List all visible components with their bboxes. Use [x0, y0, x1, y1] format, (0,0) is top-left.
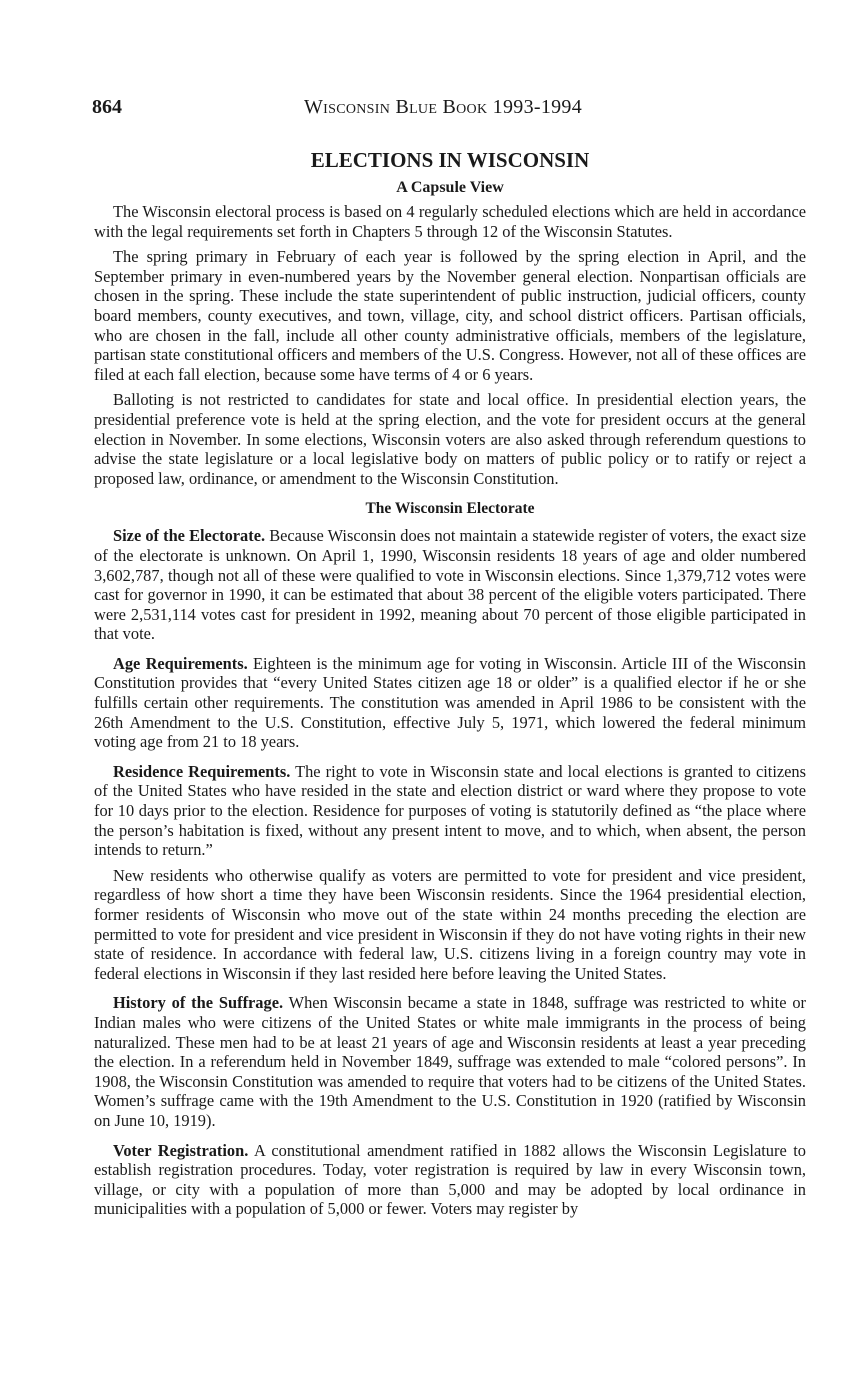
article-title: ELECTIONS IN WISCONSIN	[310, 148, 590, 172]
page-number: 864	[92, 96, 122, 118]
paragraph-body: Because Wisconsin does not maintain a statewide register of voters, the exact size of the electorate is unknown. On April 1, 1990, Wisconsin residents 18 years of age and older numbered 3,602,787, though not all of these were qualified to vote in Wisconsin elections. Since 1,379,712 votes were cast for governor in 1990, it can be estimated that about 38 percent of the eligible voters participated. There were 2,531,114 votes cast for president in 1992, meaning about 70 percent of those eligible participated in that vote.	[94, 526, 806, 644]
section-heading-electorate: The Wisconsin Electorate	[365, 500, 535, 518]
paragraph-size-of-electorate	[94, 526, 806, 644]
article-subtitle: A Capsule View	[396, 179, 504, 196]
intro-paragraph-1: The Wisconsin electoral process is based on 4 regularly scheduled elections which are held in accordance with the legal requirements set forth in Chapters 5 through 12 of the Wisconsin Statutes.	[94, 202, 806, 241]
running-head: Wisconsin Blue Book 1993-1994	[304, 96, 583, 118]
paragraph-lead: Age Requirements.	[113, 653, 248, 673]
paragraph-history-of-suffrage	[94, 993, 806, 1130]
paragraph-lead: Residence Requirements.	[113, 761, 291, 781]
document-page	[94, 96, 806, 1225]
paragraph-voter-registration	[94, 1141, 806, 1219]
paragraph-lead: History of the Suffrage.	[113, 993, 284, 1013]
paragraph-body: When Wisconsin became a state in 1848, suffrage was restricted to white or Indian males who were citizens of the United States or white male immigrants in the process of being naturalized. These men had to be at least 21 years of age and Wisconsin residents at least a year preceding the election. In a referendum held in November 1849, suffrage was extended to male “colored persons”. In 1908, the Wisconsin Constitution was amended to require that voters had to be citizens of the United States. Women’s suffrage came with the 19th Amendment to the U.S. Constitution in 1920 (ratified by Wisconsin on June 10, 1919).	[94, 993, 806, 1130]
paragraph-body: A constitutional amendment ratified in 1882 allows the Wisconsin Legislature to establish registration procedures. Today, voter registration is required by law in every Wisconsin town, village, or city with a population of more than 5,000 and may be adopted by local ordinance in municipalities with a population of 5,000 or fewer. Voters may register by	[94, 1140, 806, 1219]
intro-paragraph-3: Balloting is not restricted to candidates for state and local office. In presidential election years, the presidential preference vote is held at the spring election, and the vote for president occurs at the general election in November. In some elections, Wisconsin voters are also asked through referendum questions to advise the state legislature or a local legislative body on matters of public policy or to ratify or reject a proposed law, ordinance, or amendment to the Wisconsin Constitution.	[94, 390, 806, 488]
paragraph-residence-continuation: New residents who otherwise qualify as voters are permitted to vote for president and vice president, regardless of how short a time they have been Wisconsin residents. Since the 1964 presidential election, former residents of Wisconsin who move out of the state within 24 months preceding the election are permitted to vote for president and vice president in Wisconsin if they do not have voting rights in their new state of residence. In accordance with federal law, U.S. citizens living in a foreign country may vote in federal elections in Wisconsin if they last resided here before leaving the United States.	[94, 865, 806, 983]
paragraph-age-requirements	[94, 654, 806, 752]
paragraph-residence-requirements	[94, 762, 806, 860]
intro-paragraph-2: The spring primary in February of each year is followed by the spring election in April, and the September primary in even-numbered years by the November general election. Nonpartisan officials are chosen in the spring. These include the state superintendent of public instruction, judicial officers, county board members, county executives, and town, village, city, and school district officers. Partisan officials, who are chosen in the fall, include all other county administrative officials, members of the legislature, partisan state constitutional officers and members of the U.S. Congress. However, not all of these offices are filed at each fall election, because some have terms of 4 or 6 years.	[94, 247, 806, 384]
page-header	[94, 96, 806, 122]
paragraph-body: Eighteen is the minimum age for voting in Wisconsin. Article III of the Wisconsin Constitution provides that “every United States citizen age 18 or older” is a qualified elector if he or she fulfills certain other requirements. The constitution was amended in April 1986 to be consistent with the 26th Amendment to the U.S. Constitution, effective July 5, 1971, which lowered the federal minimum voting age from 21 to 18 years.	[94, 653, 806, 752]
paragraph-body: The right to vote in Wisconsin state and local elections is granted to citizens of the United States who have resided in the state and election district or ward where they propose to vote for 10 days prior to the election. Residence for purposes of voting is statutorily defined as “the place where the person’s habitation is fixed, without any present intent to move, and to which, when absent, the person intends to return.”	[94, 761, 807, 860]
paragraph-lead: Size of the Electorate.	[113, 526, 266, 546]
paragraph-lead: Voter Registration.	[113, 1140, 249, 1160]
